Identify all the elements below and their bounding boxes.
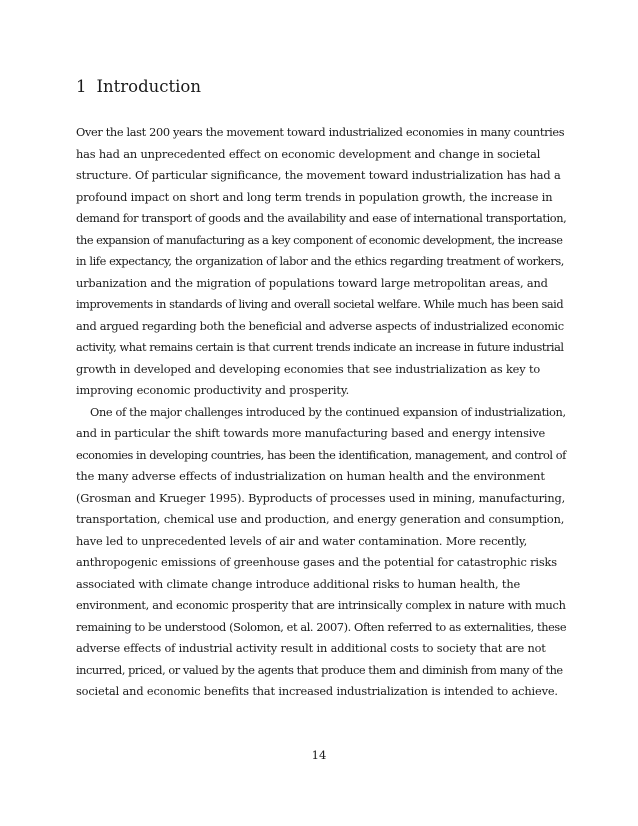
- section-heading: [76, 76, 201, 98]
- text-line: and in particular the shift towards more manufacturing based and energy intensive: [76, 426, 546, 440]
- text-line: the expansion of manufacturing as a key component of economic development, the increase: [76, 232, 563, 247]
- text-line: transportation, chemical use and production, and energy generation and consumption,: [76, 512, 565, 526]
- text-line: improvements in standards of living and overall societal welfare. While much has been said: [76, 297, 564, 311]
- text-line: have led to unprecedented levels of air and water contamination. More recently,: [76, 533, 528, 548]
- text-line: has had an unprecedented effect on economic development and change in societal: [76, 146, 541, 161]
- text-line: urbanization and the migration of populations toward large metropolitan areas, and: [76, 275, 548, 290]
- text-line: Over the last 200 years the movement toward industrialized economies in many countries: [76, 125, 565, 139]
- paragraph-start-line: One of the major challenges introduced by the continued expansion of industrialization,: [90, 404, 566, 419]
- page-number: 14: [311, 748, 327, 762]
- text-line: profound impact on short and long term trends in population growth, the increase in: [76, 189, 553, 204]
- text-line: economies in developing countries, has been the identification, management, and control of: [76, 447, 566, 462]
- body-text: [76, 122, 566, 703]
- text-line: (Grosman and Krueger 1995). Byproducts of processes used in mining, manufacturing,: [76, 490, 566, 505]
- text-line: associated with climate change introduce additional risks to human health, the: [76, 576, 521, 591]
- text-line: the many adverse effects of industrialization on human health and the environment: [76, 469, 545, 483]
- text-line: anthropogenic emissions of greenhouse gases and the potential for catastrophic risks: [76, 555, 557, 569]
- text-line: in life expectancy, the organization of labor and the ethics regarding treatment of workers,: [76, 254, 564, 268]
- text-line: activity, what remains certain is that current trends indicate an increase in future industrial: [76, 340, 564, 354]
- text-line: and argued regarding both the beneficial and adverse aspects of industrialized economic: [76, 318, 564, 333]
- text-line: remaining to be understood (Solomon, et al. 2007). Often referred to as externalities, these: [76, 619, 567, 634]
- text-line: adverse effects of industrial activity result in additional costs to society that are not: [76, 641, 546, 655]
- text-line: improving economic productivity and prosperity.: [76, 383, 350, 397]
- section-number: 1: [76, 77, 87, 96]
- text-line: environment, and economic prosperity that are intrinsically complex in nature with much: [76, 598, 566, 612]
- text-line: incurred, priced, or valued by the agents that produce them and diminish from many of the: [76, 662, 563, 677]
- text-line: demand for transport of goods and the availability and ease of international transportation,: [76, 211, 567, 225]
- text-line: growth in developed and developing economies that see industrialization as key to: [76, 361, 541, 376]
- text-line: structure. Of particular significance, the movement toward industrialization has had a: [76, 168, 561, 182]
- text-line: societal and economic benefits that increased industrialization is intended to achieve.: [76, 684, 558, 698]
- section-title: Introduction: [96, 77, 201, 96]
